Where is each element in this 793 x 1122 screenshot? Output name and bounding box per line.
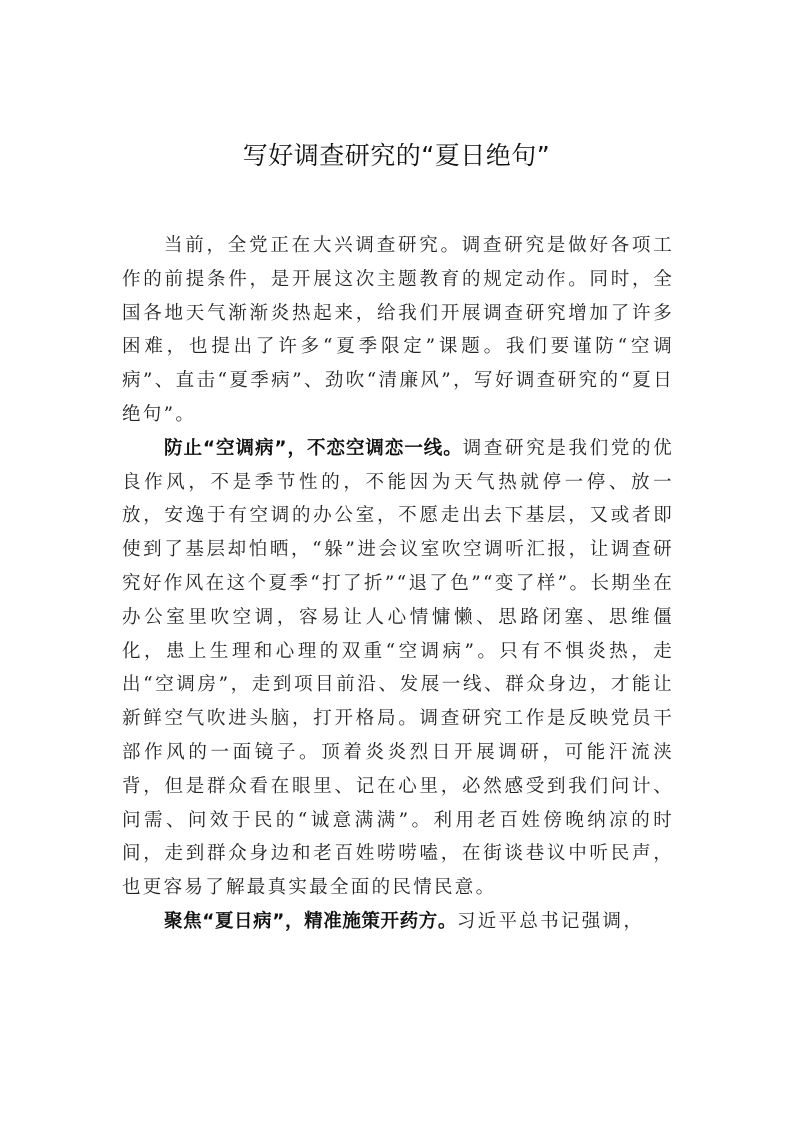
paragraph-intro [122, 229, 674, 432]
paragraph-lead: 防止“空调病”，不恋空调恋一线。 [164, 437, 463, 459]
paragraph-lead: 聚焦“夏日病”，精准施策开药方。 [164, 910, 457, 932]
document-body [122, 229, 674, 939]
paragraph-text: 当前，全党正在大兴调查研究。调查研究是做好各项工作的前提条件，是开展这次主题教育的规定动作。同时，全国各地天气渐渐炎热起来，给我们开展调查研究增加了许多困难，也提出了许多“夏季限定”课题。我们要谨防“空调病”、直击“夏季病”、劲吹“清廉风”，写好调查研究的“夏日绝句”。 [122, 235, 674, 425]
document-title: 写好调查研究的“夏日绝句” [242, 141, 551, 170]
paragraph-air-conditioning [122, 432, 674, 905]
paragraph-summer-illness [122, 905, 674, 939]
paragraph-text: 习近平总书记强调， [456, 910, 645, 932]
paragraph-text: 调查研究是我们党的优良作风，不是季节性的，不能因为天气热就停一停、放一放，安逸于有空调的办公室，不愿走出去下基层，又或者即使到了基层却怕晒，“躲”进会议室吹空调听汇报，让调查研究好作风在这个夏季“打了折”“退了色”“变了样”。长期坐在办公室里吹空调，容易让人心情慵懒、思路闭塞、思维僵化，患上生理和心理的双重“空调病”。只有不惧炎热，走出“空调房”，走到项目前沿、发展一线、群众身边，才能让新鲜空气吹进头脑，打开格局。调查研究工作是反映党员干部作风的一面镜子。顶着炎炎烈日开展调研，可能汗流浃背，但是群众看在眼里、记在心里，必然感受到我们问计、问需、问效于民的“诚意满满”。利用老百姓傍晚纳凉的时间，走到群众身边和老百姓唠唠嗑，在街谈巷议中听民声，也更容易了解最真实最全面的民情民意。 [122, 437, 674, 899]
